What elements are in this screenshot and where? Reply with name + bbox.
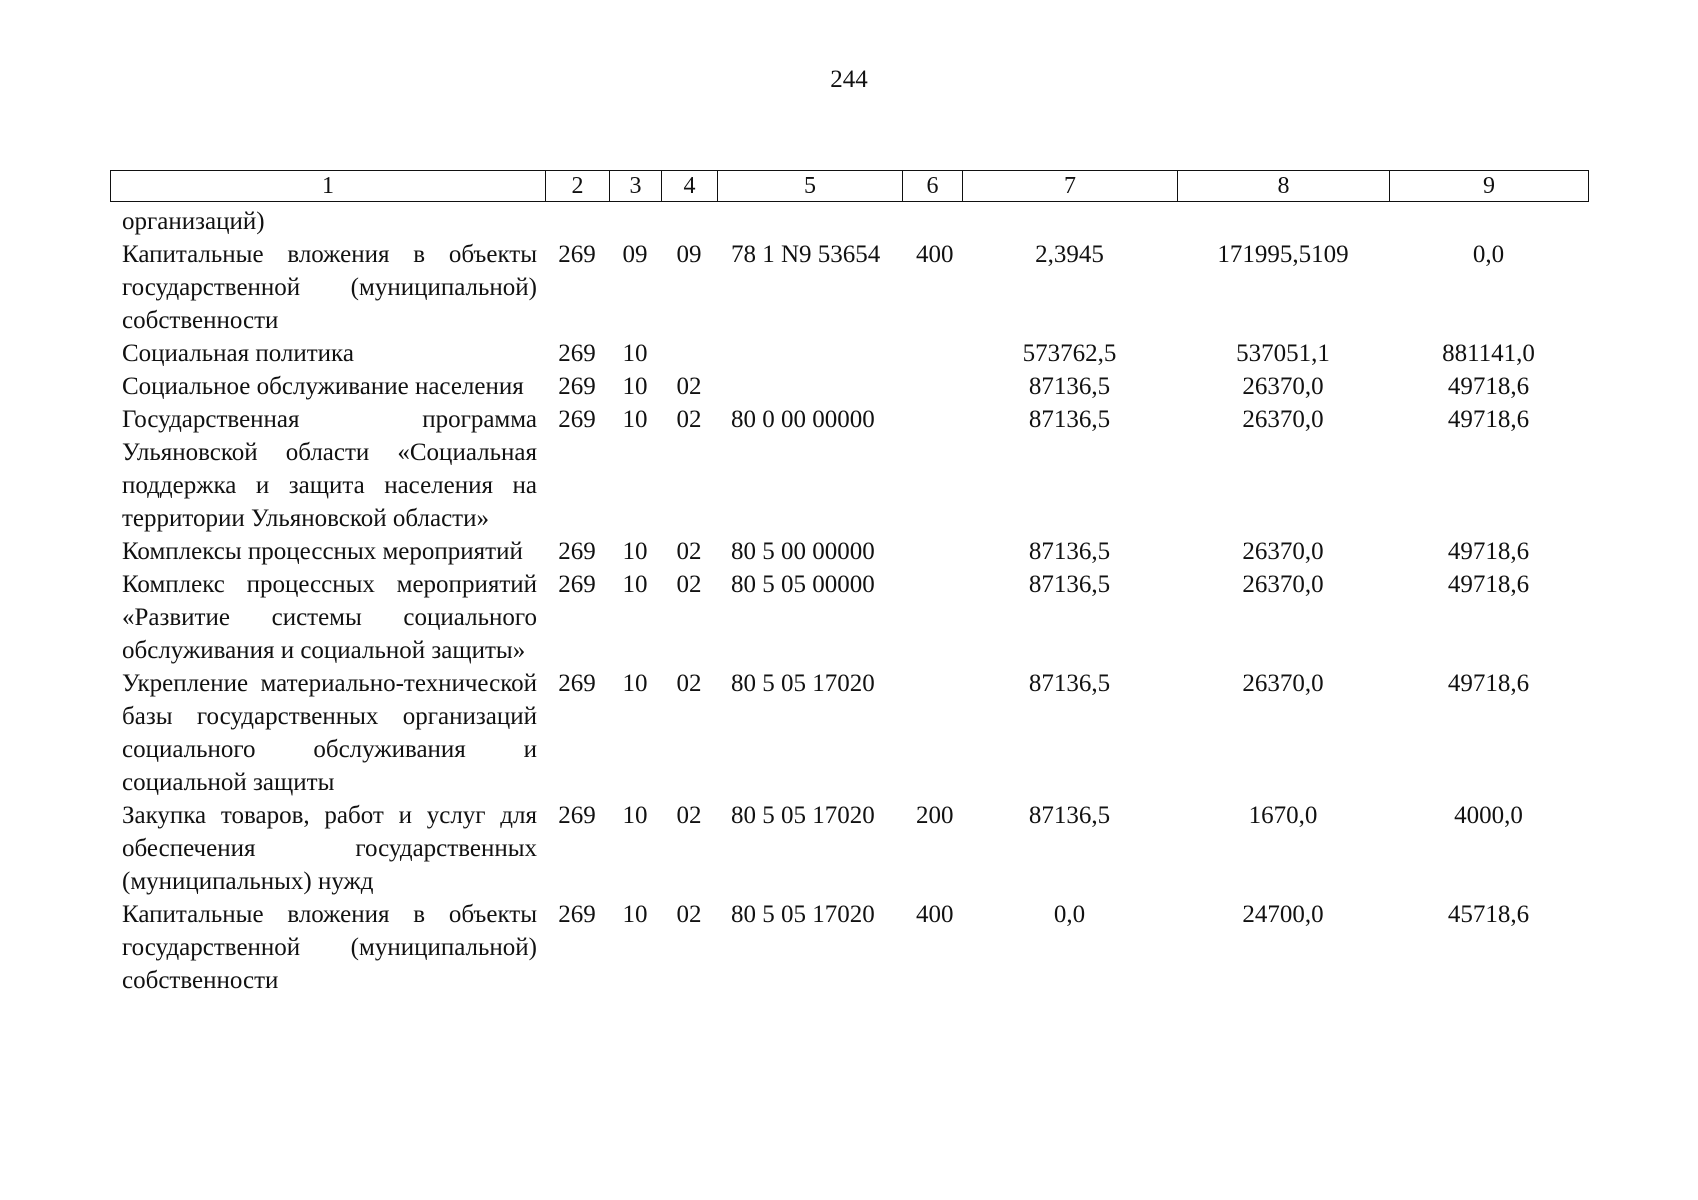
- row-col-3: 10: [622, 571, 648, 598]
- table-header: [110, 170, 1589, 202]
- row-col-3: 10: [622, 538, 648, 565]
- row-col-2: 269: [558, 538, 596, 565]
- row-col-8: 26370,0: [1242, 571, 1324, 598]
- row-col-9: 49718,6: [1447, 406, 1530, 433]
- row-col-7: [962, 205, 1177, 238]
- row-col-8: 26370,0: [1242, 670, 1324, 697]
- row-col-5: 80 5 00 00000: [731, 538, 875, 565]
- row-col-6: [902, 403, 962, 535]
- row-col-7: 87136,5: [1028, 406, 1111, 433]
- row-name: Комплексы процессных мероприятий: [122, 538, 523, 565]
- row-col-2: 269: [558, 901, 596, 928]
- header-col-1: 1: [111, 171, 546, 202]
- row-col-4: 09: [676, 241, 702, 268]
- table-row: [110, 535, 1588, 568]
- row-col-3: 10: [622, 406, 648, 433]
- row-col-7: 87136,5: [1028, 373, 1111, 400]
- row-col-2: 269: [558, 340, 596, 367]
- row-col-6: [902, 568, 962, 667]
- row-col-9: 49718,6: [1447, 373, 1530, 400]
- row-col-4: 02: [676, 901, 702, 928]
- row-name: Социальная политика: [122, 340, 354, 367]
- row-col-4: 02: [676, 538, 702, 565]
- row-col-2: 269: [558, 670, 596, 697]
- row-name: Комплекс процессных мероприятий «Развитие системы социального обслуживания и социальной защиты»: [122, 571, 537, 664]
- header-col-5: 5: [718, 171, 903, 202]
- table-row: [110, 898, 1588, 997]
- header-col-4: 4: [662, 171, 718, 202]
- row-name: Капитальные вложения в объекты государственной (муниципальной) собственности: [122, 241, 537, 334]
- row-col-4: [661, 205, 717, 238]
- row-col-2: [545, 205, 609, 238]
- row-col-6: [902, 337, 962, 370]
- header-col-9: 9: [1390, 171, 1589, 202]
- row-col-4: 02: [676, 373, 702, 400]
- row-col-9: 0,0: [1472, 241, 1505, 268]
- row-col-9: 881141,0: [1442, 340, 1535, 367]
- row-name: Закупка товаров, работ и услуг для обеспечения государственных (муниципальных) нужд: [122, 802, 537, 895]
- row-col-5: 80 5 05 17020: [731, 670, 875, 697]
- row-col-6: [902, 535, 962, 568]
- row-col-7: 87136,5: [1028, 571, 1111, 598]
- row-col-4: 02: [676, 406, 702, 433]
- header-col-2: 2: [546, 171, 610, 202]
- row-col-6: 400: [916, 241, 954, 268]
- row-col-7: 2,3945: [1035, 241, 1104, 268]
- row-col-5: 80 0 00 00000: [731, 406, 875, 433]
- table-row: [110, 238, 1588, 337]
- row-col-6: [902, 205, 962, 238]
- budget-table: [110, 205, 1588, 997]
- row-col-2: 269: [558, 373, 596, 400]
- table-row: [110, 403, 1588, 535]
- row-col-6: [902, 370, 962, 403]
- row-col-8: 537051,1: [1236, 340, 1330, 367]
- row-col-6: 400: [916, 901, 954, 928]
- row-col-6: 200: [916, 802, 954, 829]
- row-col-2: 269: [558, 571, 596, 598]
- header-col-8: 8: [1178, 171, 1390, 202]
- row-col-7: 87136,5: [1028, 802, 1111, 829]
- row-col-3: [609, 205, 661, 238]
- row-name: Укрепление материально-технической базы государственных организаций социального обслуживания и социальной защиты: [122, 670, 537, 796]
- header-col-6: 6: [903, 171, 963, 202]
- row-col-8: 26370,0: [1242, 406, 1324, 433]
- row-col-2: 269: [558, 406, 596, 433]
- row-name: Социальное обслуживание населения: [122, 373, 524, 400]
- row-col-9: 49718,6: [1447, 670, 1530, 697]
- row-col-3: 10: [622, 373, 648, 400]
- row-col-5: 78 1 N9 53654: [731, 241, 881, 268]
- row-col-9: 49718,6: [1447, 538, 1530, 565]
- row-col-3: 10: [622, 802, 648, 829]
- row-col-5: [717, 370, 902, 403]
- table-row: [110, 799, 1588, 898]
- row-col-3: 10: [622, 670, 648, 697]
- row-col-4: 02: [676, 670, 702, 697]
- row-col-8: 26370,0: [1242, 373, 1324, 400]
- row-col-8: 26370,0: [1242, 538, 1324, 565]
- row-col-5: 80 5 05 00000: [731, 571, 875, 598]
- header-col-7: 7: [963, 171, 1178, 202]
- row-col-7: 573762,5: [1022, 340, 1117, 367]
- row-col-9: 4000,0: [1454, 802, 1523, 829]
- row-col-5: 80 5 05 17020: [731, 802, 875, 829]
- row-col-4: [661, 337, 717, 370]
- row-col-8: 1670,0: [1248, 802, 1318, 829]
- row-col-3: 10: [622, 901, 648, 928]
- row-col-9: 49718,6: [1447, 571, 1530, 598]
- row-col-7: 87136,5: [1028, 538, 1111, 565]
- table-row: [110, 568, 1588, 667]
- table-row: [110, 205, 1588, 238]
- row-col-3: 10: [622, 340, 648, 367]
- row-col-5: [717, 205, 902, 238]
- header-col-3: 3: [610, 171, 662, 202]
- row-col-8: 24700,0: [1242, 901, 1324, 928]
- table-row: [110, 667, 1588, 799]
- row-col-7: 87136,5: [1028, 670, 1111, 697]
- row-name: организаций): [122, 208, 265, 235]
- row-col-4: 02: [676, 802, 702, 829]
- row-col-6: [902, 667, 962, 799]
- row-col-8: [1177, 205, 1389, 238]
- row-col-2: 269: [558, 241, 596, 268]
- row-col-7: 0,0: [1053, 901, 1086, 928]
- row-col-9: 45718,6: [1447, 901, 1530, 928]
- row-name: Капитальные вложения в объекты государственной (муниципальной) собственности: [122, 901, 537, 994]
- row-col-8: 171995,5109: [1217, 241, 1349, 268]
- row-col-4: 02: [676, 571, 702, 598]
- row-col-5: [717, 337, 902, 370]
- row-col-2: 269: [558, 802, 596, 829]
- table-row: [110, 370, 1588, 403]
- table-row: [110, 337, 1588, 370]
- row-name: Государственная программа Ульяновской области «Социальная поддержка и защита населения на территории Ульяновской области»: [122, 406, 537, 532]
- page-number: 244: [830, 66, 868, 93]
- row-col-9: [1389, 205, 1588, 238]
- row-col-3: 09: [622, 241, 648, 268]
- row-col-5: 80 5 05 17020: [731, 901, 875, 928]
